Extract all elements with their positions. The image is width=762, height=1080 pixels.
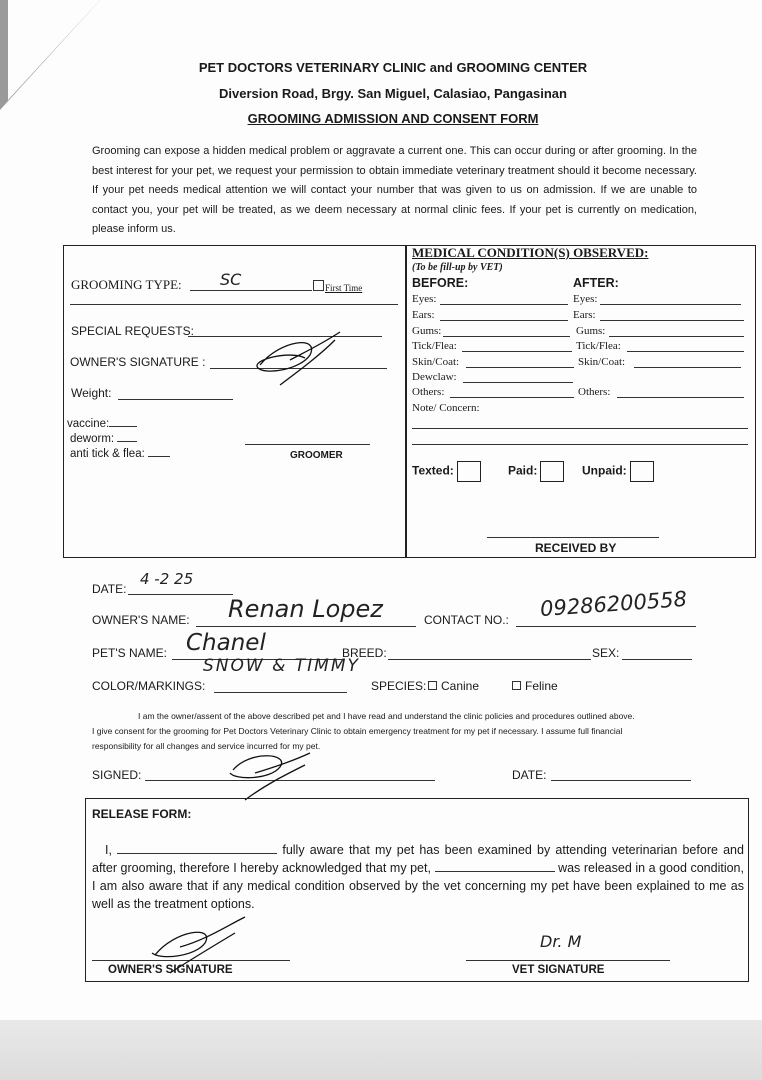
medical-heading: MEDICAL CONDITION(S) OBSERVED: [412,245,649,260]
before-others-field[interactable] [450,397,574,398]
before-ears-label: Ears: [412,309,435,321]
pet-name-value: Chanel [186,630,266,656]
texted-checkbox[interactable] [412,461,481,482]
vet-note: (To be fill-up by VET) [412,262,503,273]
unpaid-checkbox[interactable] [582,461,654,482]
before-gums-field[interactable] [443,336,570,337]
date-label: DATE: [92,582,127,596]
vaccine-label [67,418,137,430]
dewclaw-label: Dewclaw: [412,371,457,383]
pet-name-label: PET'S NAME: [92,646,167,660]
after-gums-label: Gums: [576,325,606,337]
after-gums-field[interactable] [609,336,744,337]
texted-label: Texted: [412,463,454,478]
weight-label: Weight: [71,386,112,400]
sex-label: SEX: [592,646,620,660]
release-text-3: was released in a [558,861,656,875]
consent-date-label: DATE: [512,768,547,782]
contact-label: CONTACT NO.: [424,613,509,627]
grooming-type-value: SC [220,270,242,289]
consent-date-field[interactable] [551,780,691,781]
pet-name-extra: SNOW & TIMMY [203,656,360,676]
grooming-type-field[interactable] [190,290,312,291]
after-skin-field[interactable] [634,367,741,368]
checkbox-icon [313,280,324,291]
release-paragraph [92,841,744,913]
date-field[interactable] [128,594,233,595]
note-concern-line-1[interactable] [412,428,748,429]
release-text-5: explained to me as well as the treatment options. [92,879,744,911]
deworm-label [70,433,137,445]
canine-label: Canine [441,679,480,693]
after-others-label: Others: [578,386,611,398]
after-ears-label: Ears: [573,309,596,321]
release-text-4: good condition, I am also aware that if any medical condition observed by the vet concerning my pet have been [92,861,744,893]
owner-signature-scribble [250,330,350,400]
before-skin-label: Skin/Coat: [412,356,460,368]
before-gums-label: Gums: [412,325,442,337]
signed-label: SIGNED: [92,768,142,782]
before-ears-field[interactable] [440,320,568,321]
color-markings-label: COLOR/MARKINGS: [92,679,206,693]
received-by-line[interactable] [487,537,659,538]
unpaid-label: Unpaid: [582,463,627,478]
release-heading: RELEASE FORM: [92,807,192,821]
before-tick-field[interactable] [462,351,572,352]
sex-field[interactable] [622,659,692,660]
note-concern-label: Note/ Concern: [412,402,480,414]
weight-field[interactable] [118,399,233,400]
release-name-field[interactable] [117,853,277,854]
color-markings-field[interactable] [214,692,347,693]
anti-tick-label [70,448,170,460]
intro-paragraph: Grooming can expose a hidden medical problem or aggravate a current one. This can occur during or after grooming. In the best interest for your pet, we request your permission to obtain immediate veterinary treatment should it become necessary. If your pet needs medical attention we will contact your number that was given to us on admission. If we are unable to contact you, your pet will be treated, as we deem necessary at normal clinic fees. If your pet is currently on medication, please inform us. [92,145,697,235]
after-ears-field[interactable] [600,320,744,321]
vaccine-field[interactable] [109,426,137,427]
after-tick-label: Tick/Flea: [576,340,621,352]
deworm-field[interactable] [117,441,137,442]
deworm-text: deworm: [70,433,115,445]
before-label: BEFORE: [412,276,469,290]
clinic-name: PET DOCTORS VETERINARY CLINIC and GROOMING CENTER [198,60,588,75]
feline-label: Feline [525,679,558,693]
first-time-label: First Time [325,283,363,293]
consent-line-3: responsibility for all changes and service incurred for my pet. [92,741,321,751]
note-concern-line-2[interactable] [412,444,748,445]
before-skin-field[interactable] [466,367,574,368]
before-eyes-field[interactable] [440,304,568,305]
vet-signature-label: VET SIGNATURE [512,964,605,976]
clinic-address: Diversion Road, Brgy. San Miguel, Calasiao, Pangasinan [219,86,567,101]
form-title: GROOMING ADMISSION AND CONSENT FORM [247,111,539,126]
scan-corner-paper [8,0,100,100]
checkbox-icon [630,461,654,482]
release-pet-field[interactable] [435,871,555,872]
received-by-label: RECEIVED BY [535,541,617,555]
after-skin-label: Skin/Coat: [578,356,626,368]
special-requests-label: SPECIAL REQUESTS: [71,324,194,338]
grooming-extra-line [70,304,398,305]
contact-field[interactable] [516,626,696,627]
vet-signature-line[interactable] [466,960,670,961]
release-i: I, [105,843,112,857]
before-others-label: Others: [412,386,445,398]
checkbox-icon [512,681,521,690]
vaccine-text: vaccine: [67,418,110,430]
paid-label: Paid: [508,463,538,478]
after-others-field[interactable] [617,397,744,398]
after-label: AFTER: [573,276,619,290]
checkbox-icon [457,461,481,482]
after-tick-field[interactable] [627,351,744,352]
breed-label: BREED: [342,646,387,660]
paid-checkbox[interactable] [508,461,564,482]
after-eyes-field[interactable] [600,304,741,305]
owner-name-value: Renan Lopez [228,595,383,623]
species-canine-option[interactable] [428,679,479,693]
species-label: SPECIES: [371,679,427,693]
release-text-2: before and after grooming, therefore I hereby acknowledged that my pet, [92,843,744,875]
dewclaw-field[interactable] [463,382,573,383]
contact-value: 09286200558 [539,586,688,622]
date-value: 4 -2 25 [140,570,194,588]
after-eyes-label: Eyes: [573,293,598,305]
groomer-signature-line[interactable] [245,444,370,445]
owner-signature-label: OWNER'S SIGNATURE : [70,355,206,369]
consent-line-2: I give consent for the grooming for Pet Doctors Veterinary Clinic to obtain emergency treatment for my pet if necessary. I assume full financial [92,726,623,736]
checkbox-icon [428,681,437,690]
box-divider [405,245,407,557]
first-time-checkbox[interactable] [313,280,362,293]
species-feline-option[interactable] [512,679,558,693]
before-tick-label: Tick/Flea: [412,340,457,352]
checkbox-icon [540,461,564,482]
scan-bottom-edge [0,1020,762,1080]
release-owner-signature-label: OWNER'S SIGNATURE [108,964,233,976]
owner-name-label: OWNER'S NAME: [92,613,190,627]
groomer-label: GROOMER [290,450,343,461]
signed-signature-scribble [225,745,315,805]
release-text-1: fully aware that my pet has been examined by attending veterinarian [282,843,678,857]
before-eyes-label: Eyes: [412,293,437,305]
consent-line-1: I am the owner/assent of the above described pet and I have read and understand the clinic policies and procedures outlined above. [138,711,635,721]
anti-tick-text: anti tick & flea: [70,448,145,460]
owner-name-field[interactable] [196,626,416,627]
vet-signature-value: Dr. M [540,932,582,951]
grooming-type-label: GROOMING TYPE: [71,277,182,292]
breed-field[interactable] [388,659,591,660]
anti-tick-field[interactable] [148,456,170,457]
